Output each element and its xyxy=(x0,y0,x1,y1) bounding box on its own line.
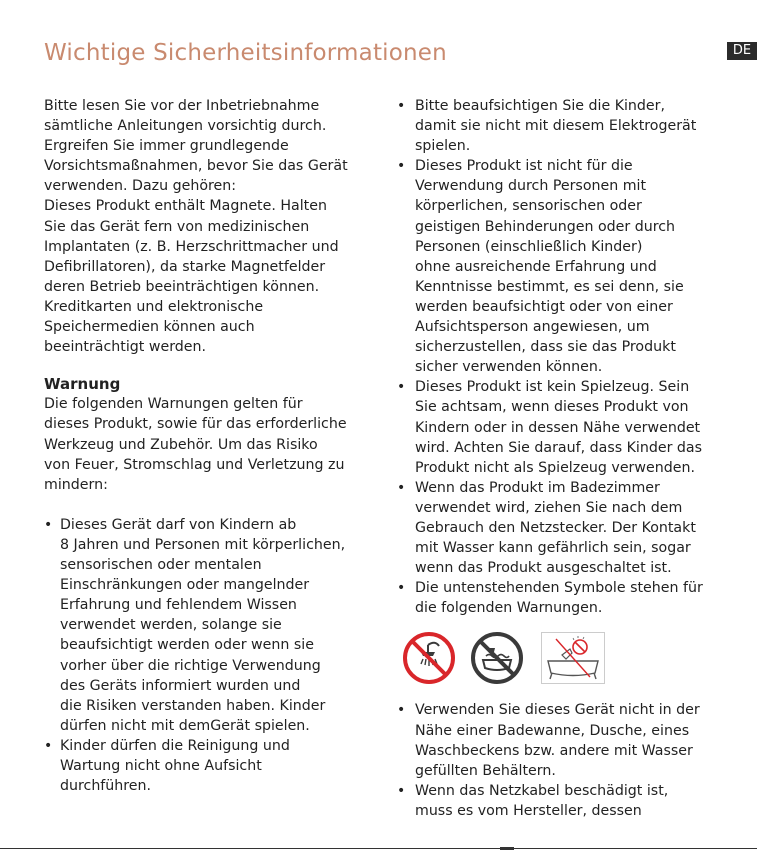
intro-line: sämtliche Anleitungen vorsichtig durch. xyxy=(44,118,327,135)
bullet-dot: • xyxy=(397,379,406,396)
intro-line: Vorsichtsmaßnahmen, bevor Sie das Gerät xyxy=(44,158,348,175)
page-title: Wichtige Sicherheitsinformationen xyxy=(44,40,447,66)
bullet-line: 8 Jahren und Personen mit körperlichen, xyxy=(60,536,346,553)
bullet-line: beaufsichtigt werden oder wenn sie xyxy=(60,637,314,654)
bullet-line: durchführen. xyxy=(60,778,152,795)
bullet-line: geistigen Behinderungen oder durch xyxy=(415,218,676,235)
bullet-line: ohne ausreichende Erfahrung und xyxy=(415,258,657,275)
no-bathtub-icon xyxy=(469,630,525,686)
bullet-dot: • xyxy=(397,702,406,719)
bullet-line: Erfahrung und fehlendem Wissen xyxy=(60,597,297,614)
bullet-item xyxy=(397,96,717,156)
bullet-line: werden beaufsichtigt oder von einer xyxy=(415,298,673,315)
bullet-line: Wenn das Produkt im Badezimmer xyxy=(415,479,660,496)
intro-line: deren Betrieb beeinträchtigen können. xyxy=(44,278,320,295)
bullet-line: sensorischen oder mentalen xyxy=(60,557,262,574)
bullet-line: muss es vom Hersteller, dessen xyxy=(415,802,642,819)
bullet-item xyxy=(397,377,717,477)
no-shower-icon xyxy=(401,630,457,686)
bullet-line: Sie achtsam, wenn dieses Produkt von xyxy=(415,399,689,416)
left-column xyxy=(44,96,364,796)
bullet-dot: • xyxy=(44,516,53,533)
bullet-line: mit Wasser kann gefährlich sein, sogar xyxy=(415,540,691,557)
bullet-line: Kinder dürfen die Reinigung und xyxy=(60,737,290,754)
bullet-line: verwendet werden, solange sie xyxy=(60,617,282,634)
bullet-line: Nähe einer Badewanne, Dusche, eines xyxy=(415,722,690,739)
bullet-item xyxy=(397,578,717,618)
bullet-dot: • xyxy=(397,98,406,114)
bullet-line: die Risiken verstanden haben. Kinder xyxy=(60,697,326,714)
bullet-item xyxy=(44,515,364,736)
bullet-dot: • xyxy=(397,580,406,597)
bullet-dot: • xyxy=(397,479,406,496)
intro-line: beeinträchtigt werden. xyxy=(44,339,207,356)
bullet-line: damit sie nicht mit diesem Elektrogerät xyxy=(415,118,697,135)
intro-line: Ergreifen Sie immer grundlegende xyxy=(44,138,289,155)
warning-line: mindern: xyxy=(44,476,108,493)
bullet-dot: • xyxy=(397,782,406,799)
intro-paragraph xyxy=(44,96,364,357)
paragraph-spacer xyxy=(44,495,364,515)
warning-heading: Warnung xyxy=(44,375,121,394)
warning-line: Werkzeug und Zubehör. Um das Risiko xyxy=(44,436,318,453)
intro-line: Bitte lesen Sie vor der Inbetriebnahme xyxy=(44,98,320,114)
right-column xyxy=(397,96,717,821)
bullet-line: körperlichen, sensorischen oder xyxy=(415,198,642,215)
bullet-dot: • xyxy=(44,737,53,754)
bullet-line: Dieses Produkt ist nicht für die xyxy=(415,158,633,175)
bullet-line: wird. Achten Sie darauf, dass Kinder das xyxy=(415,439,703,456)
intro-line: Sie das Gerät fern von medizinischen xyxy=(44,218,310,235)
bullet-line: Die untenstehenden Symbole stehen für xyxy=(415,580,703,597)
bullet-line: sicher verwenden können. xyxy=(415,359,603,376)
bullet-line: Produkt nicht als Spielzeug verwenden. xyxy=(415,459,695,476)
intro-line: Kreditkarten und elektronische xyxy=(44,298,264,315)
warning-line: dieses Produkt, sowie für das erforderliche xyxy=(44,416,347,433)
bullet-line: verwendet wird, ziehen Sie nach dem xyxy=(415,499,683,516)
bullet-line: gefüllten Behältern. xyxy=(415,762,556,779)
intro-line: Implantaten (z. B. Herzschrittmacher und xyxy=(44,238,339,255)
bullet-item xyxy=(44,736,364,796)
bullet-line: Einschränkungen oder mangelnder xyxy=(60,577,310,594)
bullet-line: Gebrauch den Netzstecker. Der Kontakt xyxy=(415,519,696,536)
bullet-line: wenn das Produkt ausgeschaltet ist. xyxy=(415,560,672,577)
footer-divider xyxy=(0,848,757,849)
bullet-dot: • xyxy=(397,158,406,175)
bullet-line: spielen. xyxy=(415,138,471,155)
warning-symbols xyxy=(401,630,717,686)
bullet-line: Waschbeckens bzw. andere mit Wasser xyxy=(415,742,693,759)
intro-line: Dieses Produkt enthält Magnete. Halten xyxy=(44,198,327,215)
bullet-line: Dieses Gerät darf von Kindern ab xyxy=(60,516,297,533)
bullet-line: Wenn das Netzkabel beschädigt ist, xyxy=(415,782,669,799)
no-appliance-in-bath-icon xyxy=(541,632,605,684)
bullet-item xyxy=(397,478,717,578)
intro-line: Defibrillatoren), da starke Magnetfelder xyxy=(44,258,326,275)
bullet-item xyxy=(397,156,717,377)
intro-line: Speichermedien können auch xyxy=(44,319,255,336)
warning-line: Die folgenden Warnungen gelten für xyxy=(44,396,303,413)
bullet-line: sicherzustellen, dass sie das Produkt xyxy=(415,339,676,356)
footer-mark xyxy=(500,847,514,850)
bullet-line: Aufsichtsperson angewiesen, um xyxy=(415,319,650,336)
bullet-line: Kenntnisse bestimmt, es sei denn, sie xyxy=(415,278,684,295)
bullet-line: Verwendung durch Personen mit xyxy=(415,178,647,195)
bullet-line: vorher über die richtige Verwendung xyxy=(60,657,321,674)
bullet-line: Kindern oder in dessen Nähe verwendet xyxy=(415,419,701,436)
bullet-line: des Geräts informiert wurden und xyxy=(60,677,301,694)
warning-line: von Feuer, Stromschlag und Verletzung zu xyxy=(44,456,345,473)
bullet-line: Verwenden Sie dieses Gerät nicht in der xyxy=(415,702,700,719)
bullet-line: dürfen nicht mit demGerät spielen. xyxy=(60,717,310,734)
warning-paragraph xyxy=(44,394,364,494)
bullet-line: Bitte beaufsichtigen Sie die Kinder, xyxy=(415,98,666,114)
bullet-line: Personen (einschließlich Kinder) xyxy=(415,238,643,255)
bullet-line: die folgenden Warnungen. xyxy=(415,600,603,617)
bullet-line: Dieses Produkt ist kein Spielzeug. Sein xyxy=(415,379,690,396)
bullet-item xyxy=(397,781,717,821)
bullet-line: Wartung nicht ohne Aufsicht xyxy=(60,758,262,774)
bullet-item xyxy=(397,700,717,780)
intro-line: verwenden. Dazu gehören: xyxy=(44,178,237,195)
language-badge: DE xyxy=(727,42,757,60)
